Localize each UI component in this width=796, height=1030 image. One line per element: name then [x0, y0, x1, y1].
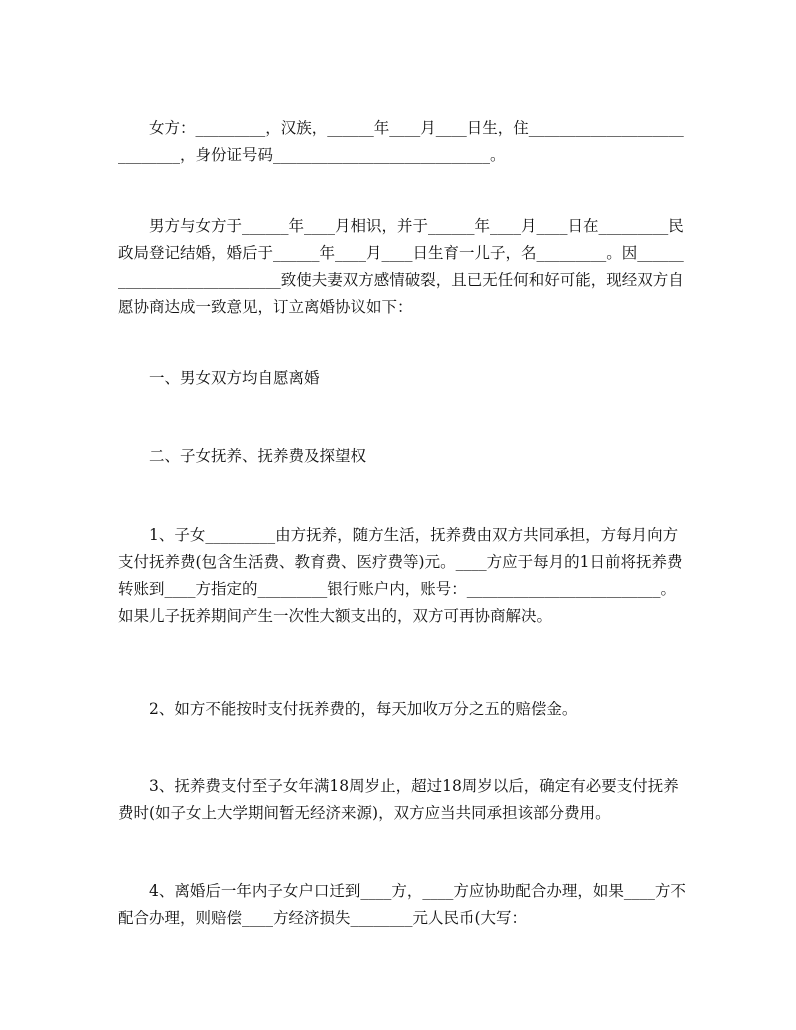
paragraph-marriage-background: 男方与女方于______年____月相识，并于______年____月____日在_________民政局登记结婚，婚后于______年____月____日生育一儿子，名_________。因___________________________致使夫妻双方感情破裂，且已无任何和好可能，现经双方自愿协商达成一致意见，订立离婚协议如下：	[118, 217, 684, 316]
section-heading-divorce-consent: 一、男女双方均自愿离婚	[149, 369, 320, 387]
clause-late-payment-penalty: 2、如方不能按时支付抚养费的，每天加收万分之五的赔偿金。	[149, 700, 578, 718]
clause-support-duration: 3、抚养费支付至子女年满18周岁止，超过18周岁以后，确定有必要支付抚养费时(如子女上大学期间暂无经济来源)，双方应当共同承担该部分费用。	[118, 777, 679, 822]
paragraph-female-party-info: 女方：_________，汉族，______年____月____日生，住____________________________，身份证号码____________________________。	[118, 119, 684, 164]
clause-household-registration: 4、离婚后一年内子女户口迁到____方，____方应协助配合办理，如果____方不配合办理，则赔偿____方经济损失________元人民币(大写：	[118, 882, 686, 927]
clause-child-support-payment: 1、子女_________由方抚养，随方生活，抚养费由双方共同承担，方每月向方支付抚养费(包含生活费、教育费、医疗费等)元。____方应于每月的1日前将抚养费转账到____方指定的_________银行账户内，账号：_________________________。如果儿子抚养期间产生一次性大额支出的，双方可再协商解决。	[118, 526, 683, 625]
section-heading-child-custody: 二、子女抚养、抚养费及探望权	[149, 447, 367, 465]
